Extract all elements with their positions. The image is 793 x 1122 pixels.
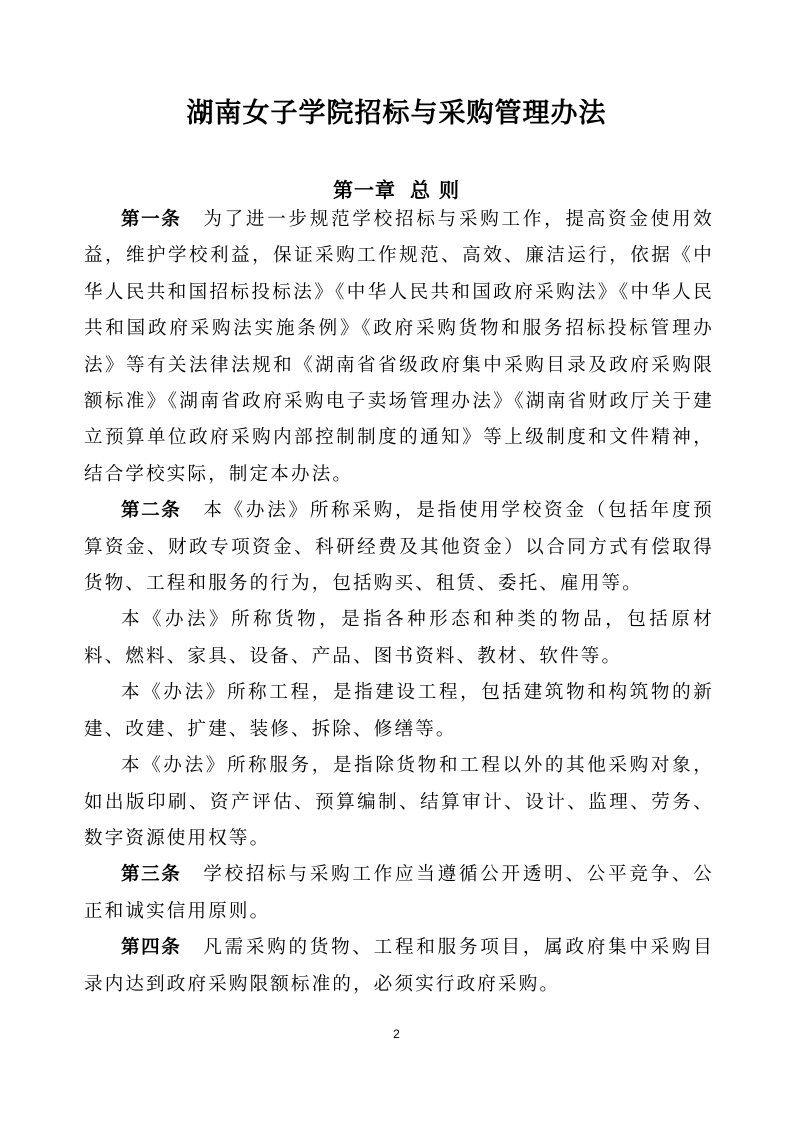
article-label: 第一条 bbox=[121, 209, 182, 230]
article-label: 第三条 bbox=[121, 864, 182, 886]
chapter-number: 第一章 bbox=[333, 178, 397, 202]
document-title: 湖南女子学院招标与采购管理办法 bbox=[186, 98, 607, 129]
article-label: 第二条 bbox=[121, 500, 182, 522]
article-1-paragraph bbox=[84, 202, 714, 493]
paragraph-text: 凡需采购的货物、工程和服务项目，属政府集中采购目录内达到政府采购限额标准的，必须实行政府采购。 bbox=[84, 937, 714, 995]
paragraph-text: 为了进一步规范学校招标与采购工作，提高资金使用效益，维护学校利益，保证采购工作规范、高效、廉洁运行，依据《中华人民共和国招标投标法》《中华人民共和国政府采购法》《中华人民共和国政府采购法实施条例》《政府采购货物和服务招标投标管理办法》等有关法律法规和《湖南省省级政府集中采购目录及政府采购限额标准》《湖南省政府采购电子卖场管理办法》《湖南省财政厅关于建立预算单位政府采购内部控制制度的通知》等上级制度和文件精神，结合学校实际，制定本办法。 bbox=[84, 209, 714, 485]
goods-definition-paragraph bbox=[84, 602, 714, 675]
paragraph-text: 本《办法》所称货物，是指各种形态和种类的物品，包括原材料、燃料、家具、设备、产品、图书资料、教材、软件等。 bbox=[84, 609, 714, 667]
document-body bbox=[84, 202, 714, 1003]
article-2-paragraph bbox=[84, 493, 714, 602]
chapter-name: 总 则 bbox=[410, 178, 460, 202]
paragraph-text: 本《办法》所称采购，是指使用学校资金（包括年度预算资金、财政专项资金、科研经费及其他资金）以合同方式有偿取得货物、工程和服务的行为，包括购买、租赁、委托、雇用等。 bbox=[84, 500, 714, 595]
article-4-paragraph bbox=[84, 930, 714, 1003]
article-label: 第四条 bbox=[121, 937, 182, 959]
paragraph-text: 学校招标与采购工作应当遵循公开透明、公平竞争、公正和诚实信用原则。 bbox=[84, 864, 714, 922]
works-definition-paragraph bbox=[84, 675, 714, 748]
paragraph-text: 本《办法》所称服务，是指除货物和工程以外的其他采购对象，如出版印刷、资产评估、预算编制、结算审计、设计、监理、劳务、数字资源使用权等。 bbox=[84, 755, 714, 849]
page-number: 2 bbox=[393, 1027, 400, 1041]
services-definition-paragraph bbox=[84, 748, 714, 857]
article-3-paragraph bbox=[84, 857, 714, 930]
paragraph-text: 本《办法》所称工程，是指建设工程，包括建筑物和构筑物的新建、改建、扩建、装修、拆除、修缮等。 bbox=[84, 682, 714, 740]
